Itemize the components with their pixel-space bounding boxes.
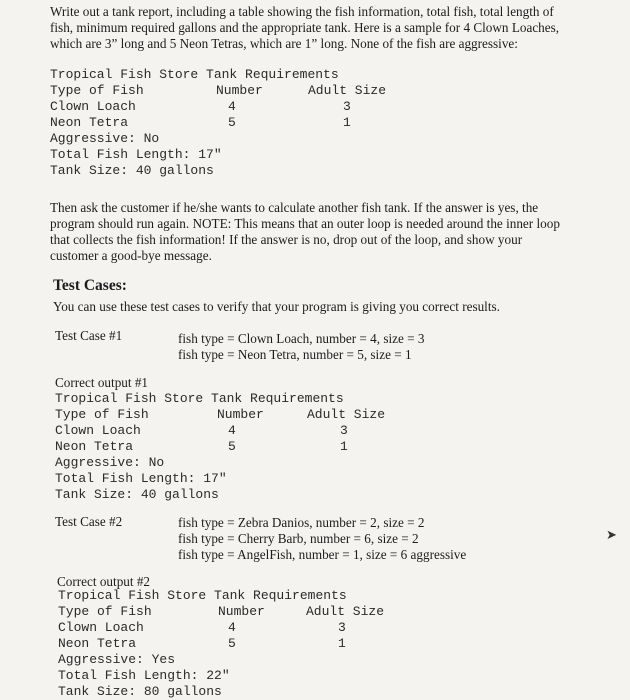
intro-line: Write out a tank report, including a table showing the fish information, total fish, total length of — [50, 4, 554, 19]
mouse-cursor-icon: ➤ — [606, 528, 617, 543]
fish-size: 1 — [340, 439, 348, 454]
test-case-2-inputs — [178, 515, 466, 563]
fish-number: 5 — [228, 439, 236, 454]
test-input-line: fish type = Cherry Barb, number = 6, size = 2 — [178, 531, 419, 546]
instructions-line: program should run again. NOTE: This means that an outer loop is needed around the inner loop — [50, 216, 560, 231]
fish-size: 3 — [343, 99, 351, 114]
test-input-line: fish type = Clown Loach, number = 4, size = 3 — [178, 331, 425, 346]
fish-size: 1 — [338, 636, 346, 651]
aggressive-line: Aggressive: Yes — [58, 652, 176, 667]
tank-size-line: Tank Size: 40 gallons — [50, 163, 214, 178]
instructions-line: customer a good-bye message. — [50, 248, 212, 263]
instructions-line: Then ask the customer if he/she wants to calculate another fish tank. If the answer is yes, the — [50, 200, 539, 215]
test-case-1-label: Test Case #1 — [55, 328, 123, 343]
table-row — [58, 636, 418, 652]
correct-output-1 — [55, 391, 415, 503]
sample-output — [50, 67, 410, 179]
fish-number: 4 — [228, 423, 236, 438]
table-row — [58, 620, 418, 636]
correct-output-2 — [58, 588, 418, 700]
test-cases-intro: You can use these test cases to verify that your program is giving you correct results. — [53, 299, 500, 314]
test-input-line: fish type = AngelFish, number = 1, size = 6 aggressive — [178, 547, 467, 562]
sample-title: Tropical Fish Store Tank Requirements — [50, 67, 339, 82]
col-header-type: Type of Fish — [50, 83, 144, 98]
output-header-row — [58, 604, 418, 620]
col-header-size: Adult Size — [306, 604, 385, 619]
col-header-number: Number — [218, 604, 265, 619]
correct-output-2-label: Correct output #2 — [57, 574, 151, 589]
sample-header-row — [50, 83, 410, 99]
test-case-1-inputs — [178, 331, 424, 363]
col-header-type: Type of Fish — [55, 407, 149, 422]
output-header-row — [55, 407, 415, 423]
table-row — [50, 115, 410, 131]
fish-type: Neon Tetra — [55, 439, 134, 454]
fish-size: 3 — [340, 423, 348, 438]
col-header-number: Number — [216, 83, 263, 98]
fish-number: 5 — [228, 115, 236, 130]
intro-paragraph — [50, 4, 559, 52]
col-header-size: Adult Size — [308, 83, 387, 98]
intro-line: which are 3” long and 5 Neon Tetras, which are 1” long. None of the fish are aggressive: — [50, 36, 518, 51]
tank-size-line: Tank Size: 40 gallons — [55, 487, 219, 502]
test-cases-heading: Test Cases: — [53, 277, 127, 294]
table-row — [55, 423, 415, 439]
instructions-line: that collects the fish information! If the answer is no, drop out of the loop, and show your — [50, 232, 523, 247]
fish-number: 5 — [228, 636, 236, 651]
test-input-line: fish type = Zebra Danios, number = 2, size = 2 — [178, 515, 425, 530]
table-row — [50, 99, 410, 115]
table-row — [55, 439, 415, 455]
fish-type: Clown Loach — [58, 620, 144, 635]
fish-size: 3 — [338, 620, 346, 635]
tank-size-line: Tank Size: 80 gallons — [58, 684, 222, 699]
test-case-2-label: Test Case #2 — [55, 514, 123, 529]
fish-size: 1 — [343, 115, 351, 130]
fish-number: 4 — [228, 620, 236, 635]
col-header-type: Type of Fish — [58, 604, 152, 619]
total-length-line: Total Fish Length: 17" — [50, 147, 222, 162]
output-title: Tropical Fish Store Tank Requirements — [58, 588, 347, 603]
total-length-line: Total Fish Length: 22" — [58, 668, 230, 683]
aggressive-line: Aggressive: No — [55, 455, 165, 470]
fish-type: Clown Loach — [55, 423, 141, 438]
correct-output-1-label: Correct output #1 — [55, 375, 149, 390]
col-header-size: Adult Size — [307, 407, 386, 422]
fish-type: Clown Loach — [50, 99, 136, 114]
fish-type: Neon Tetra — [58, 636, 137, 651]
fish-type: Neon Tetra — [50, 115, 129, 130]
test-input-line: fish type = Neon Tetra, number = 5, size = 1 — [178, 347, 412, 362]
output-title: Tropical Fish Store Tank Requirements — [55, 391, 344, 406]
total-length-line: Total Fish Length: 17" — [55, 471, 227, 486]
aggressive-line: Aggressive: No — [50, 131, 160, 146]
instructions-paragraph — [50, 200, 560, 264]
intro-line: fish, minimum required gallons and the appropriate tank. Here is a sample for 4 Clown Loaches, — [50, 20, 560, 35]
col-header-number: Number — [217, 407, 264, 422]
fish-number: 4 — [228, 99, 236, 114]
